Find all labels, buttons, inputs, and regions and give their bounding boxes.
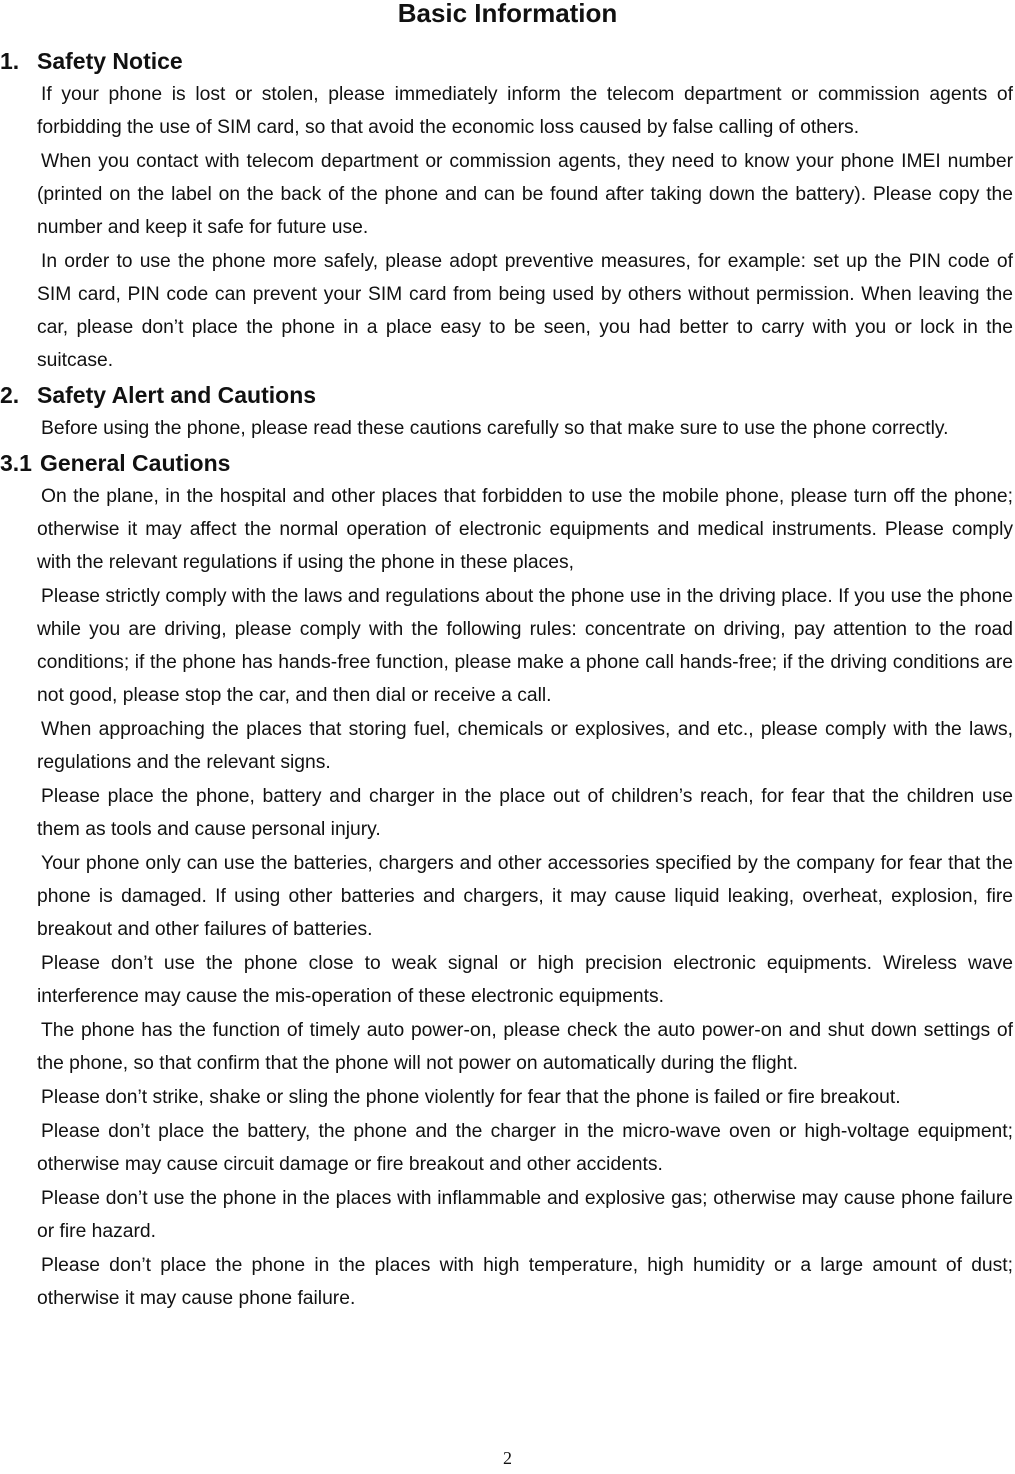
section-number: 1. [0,48,20,74]
page-number: 2 [503,1448,512,1468]
section-heading [0,378,1013,412]
paragraph: Please don’t use the phone in the places with inflammable and explosive gas; otherwise may cause phone failure or fire hazard. [37,1188,1013,1242]
paragraph: In order to use the phone more safely, please adopt preventive measures, for example: set up the PIN code of SIM card, PIN code can prevent your SIM card from being used by others without permission. When leaving the car, please don’t place the phone in a place easy to be seen, you had better to carry with you or lock in the suitcase. [37,251,1013,371]
paragraph: On the plane, in the hospital and other places that forbidden to use the mobile phone, please turn off the phone; otherwise it may affect the normal operation of electronic equipments and medical instruments. Please comply with the relevant regulations if using the phone in these places, [37,486,1013,573]
paragraph: Please don’t strike, shake or sling the phone violently for fear that the phone is failed or fire breakout. [41,1087,901,1108]
paragraph: When you contact with telecom department or commission agents, they need to know your phone IMEI number (printed on the label on the back of the phone and can be found after taking down the battery). Please copy the number and keep it safe for future use. [37,151,1013,238]
section-heading-text: Safety Alert and Cautions [37,382,317,408]
paragraph: Please don’t use the phone close to weak signal or high precision electronic equipments. Wireless wave interference may cause the mis-operation of these electronic equipments. [37,953,1013,1007]
paragraph: Please don’t place the phone in the places with high temperature, high humidity or a large amount of dust; otherwise it may cause phone failure. [37,1255,1013,1309]
section-number: 3.1 [0,450,32,476]
paragraph: The phone has the function of timely auto power-on, please check the auto power-on and shut down settings of the phone, so that confirm that the phone will not power on automatically during the flight. [37,1020,1013,1074]
section-heading [0,44,1013,78]
section-number: 2. [0,382,20,408]
paragraph: Please don’t place the battery, the phone and the charger in the micro-wave oven or high-voltage equipment; otherwise may cause circuit damage or fire breakout and other accidents. [37,1121,1013,1175]
paragraph: If your phone is lost or stolen, please immediately inform the telecom department or commission agents of forbidding the use of SIM card, so that avoid the economic loss caused by false calling of others. [37,84,1013,138]
page-title: Basic Information [397,0,618,28]
paragraph: Please strictly comply with the laws and regulations about the phone use in the driving place. If you use the phone while you are driving, please comply with the following rules: concentrate on driving, pay attention to the road conditions; if the phone has hands-free function, please make a phone call hands-free; if the driving conditions are not good, please stop the car, and then dial or receive a call. [37,586,1013,706]
section-heading-text: General Cautions [40,450,231,476]
document-body [0,44,1013,1316]
paragraph: When approaching the places that storing fuel, chemicals or explosives, and etc., please comply with the laws, regulations and the relevant signs. [37,719,1013,773]
section-heading-text: Safety Notice [37,48,183,74]
section-heading [0,446,1013,480]
paragraph: Please place the phone, battery and charger in the place out of children’s reach, for fear that the children use them as tools and cause personal injury. [37,786,1013,840]
paragraph: Before using the phone, please read these cautions carefully so that make sure to use the phone correctly. [41,418,949,439]
paragraph: Your phone only can use the batteries, chargers and other accessories specified by the company for fear that the phone is damaged. If using other batteries and chargers, it may cause liquid leaking, overheat, explosion, fire breakout and other failures of batteries. [37,853,1013,940]
